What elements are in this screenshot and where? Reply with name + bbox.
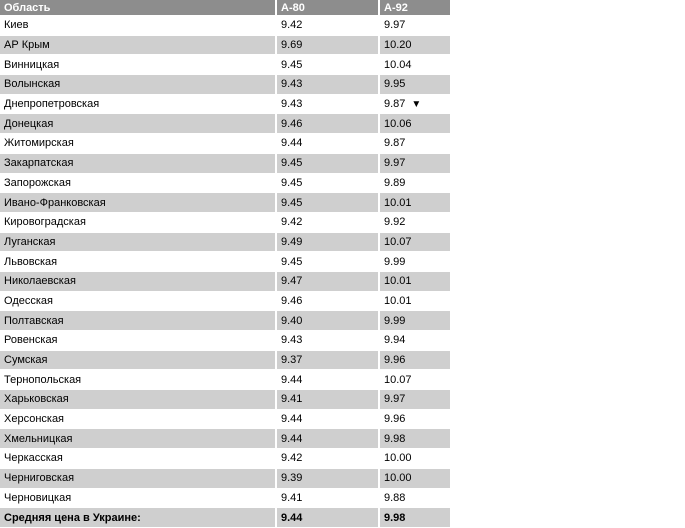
region-cell: Харьковская — [0, 390, 275, 410]
table-footer — [0, 508, 450, 528]
column-header-a92: А-92 — [378, 0, 450, 16]
table-row — [0, 95, 450, 115]
a92-price-value: 10.01 — [384, 275, 412, 288]
a92-price-value: 9.99 — [384, 255, 406, 268]
a80-price-cell: 9.46 — [275, 292, 378, 312]
a92-price-cell — [378, 489, 450, 509]
table-row — [0, 75, 450, 95]
a92-price-cell — [378, 272, 450, 292]
a80-price-cell: 9.43 — [275, 331, 378, 351]
a92-price-value: 9.97 — [384, 157, 406, 170]
table-row — [0, 174, 450, 194]
a92-price-cell — [378, 331, 450, 351]
region-cell: Ровенская — [0, 331, 275, 351]
a80-price-cell: 9.45 — [275, 252, 378, 272]
a92-price-cell — [378, 292, 450, 312]
a92-price-cell — [378, 174, 450, 194]
a92-price-cell — [378, 390, 450, 410]
region-cell: Черниговская — [0, 469, 275, 489]
a92-price-cell — [378, 213, 450, 233]
table-header — [0, 0, 450, 16]
a92-price-value: 10.04 — [384, 58, 412, 71]
table-row — [0, 449, 450, 469]
table-row — [0, 351, 450, 371]
region-cell: Одесская — [0, 292, 275, 312]
region-cell: Кировоградская — [0, 213, 275, 233]
a92-price-value: 9.87 — [384, 137, 406, 150]
a92-price-cell — [378, 154, 450, 174]
table-row — [0, 331, 450, 351]
a92-price-cell — [378, 449, 450, 469]
average-a92: 9.98 — [378, 508, 450, 528]
a92-price-cell — [378, 370, 450, 390]
table-row — [0, 193, 450, 213]
a80-price-cell: 9.40 — [275, 311, 378, 331]
a92-price-value: 9.96 — [384, 413, 406, 426]
a92-price-value: 9.97 — [384, 19, 406, 32]
table-row — [0, 370, 450, 390]
a80-price-cell: 9.45 — [275, 193, 378, 213]
a92-price-cell — [378, 95, 450, 115]
table-row — [0, 134, 450, 154]
table-row — [0, 292, 450, 312]
a80-price-cell: 9.39 — [275, 469, 378, 489]
a92-price-value: 9.89 — [384, 176, 406, 189]
table-row — [0, 233, 450, 253]
a92-price-value: 10.01 — [384, 294, 412, 307]
a92-price-cell — [378, 134, 450, 154]
region-cell: АР Крым — [0, 36, 275, 56]
average-a80: 9.44 — [275, 508, 378, 528]
table-row — [0, 311, 450, 331]
table-row — [0, 469, 450, 489]
a92-price-cell — [378, 469, 450, 489]
a80-price-cell: 9.45 — [275, 154, 378, 174]
a92-price-cell — [378, 193, 450, 213]
down-triangle-icon: ▼ — [411, 99, 422, 111]
region-cell: Черкасская — [0, 449, 275, 469]
a80-price-cell: 9.46 — [275, 114, 378, 134]
table-row — [0, 390, 450, 410]
a80-price-cell: 9.45 — [275, 55, 378, 75]
a80-price-cell: 9.37 — [275, 351, 378, 371]
column-header-a80: А-80 — [275, 0, 378, 16]
region-cell: Волынская — [0, 75, 275, 95]
table-row — [0, 272, 450, 292]
a92-price-cell — [378, 75, 450, 95]
a92-price-value: 9.94 — [384, 334, 406, 347]
column-header-region: Область — [0, 0, 275, 16]
a92-price-cell — [378, 429, 450, 449]
table-row — [0, 213, 450, 233]
a80-price-cell: 9.44 — [275, 370, 378, 390]
a80-price-cell: 9.44 — [275, 410, 378, 430]
a80-price-cell: 9.45 — [275, 174, 378, 194]
a92-price-value: 10.00 — [384, 472, 412, 485]
a92-price-value: 10.07 — [384, 373, 412, 386]
region-cell: Закарпатская — [0, 154, 275, 174]
table-row — [0, 114, 450, 134]
a80-price-cell: 9.47 — [275, 272, 378, 292]
region-cell: Сумская — [0, 351, 275, 371]
a92-price-cell — [378, 252, 450, 272]
a92-price-value: 10.06 — [384, 117, 412, 130]
region-cell: Житомирская — [0, 134, 275, 154]
a92-price-cell — [378, 16, 450, 36]
a92-price-value: 10.07 — [384, 235, 412, 248]
region-cell: Запорожская — [0, 174, 275, 194]
a92-price-value: 9.96 — [384, 354, 406, 367]
a80-price-cell: 9.43 — [275, 95, 378, 115]
average-row — [0, 508, 450, 528]
header-row — [0, 0, 450, 16]
region-cell: Винницкая — [0, 55, 275, 75]
a80-price-cell: 9.43 — [275, 75, 378, 95]
region-cell: Полтавская — [0, 311, 275, 331]
a92-price-cell — [378, 55, 450, 75]
region-cell: Луганская — [0, 233, 275, 253]
a92-price-cell — [378, 36, 450, 56]
table-row — [0, 36, 450, 56]
table-body — [0, 16, 450, 508]
a92-price-cell — [378, 114, 450, 134]
a80-price-cell: 9.44 — [275, 134, 378, 154]
a80-price-cell: 9.42 — [275, 213, 378, 233]
region-cell: Хмельницкая — [0, 429, 275, 449]
region-cell: Днепропетровская — [0, 95, 275, 115]
region-cell: Тернопольская — [0, 370, 275, 390]
a80-price-cell: 9.42 — [275, 449, 378, 469]
a92-price-cell — [378, 351, 450, 371]
table-row — [0, 489, 450, 509]
table-row — [0, 55, 450, 75]
region-cell: Николаевская — [0, 272, 275, 292]
a92-price-value: 9.98 — [384, 432, 406, 445]
a80-price-cell: 9.49 — [275, 233, 378, 253]
region-cell: Львовская — [0, 252, 275, 272]
a92-price-value: 9.95 — [384, 78, 406, 91]
a92-price-cell — [378, 311, 450, 331]
table-row — [0, 154, 450, 174]
a92-price-value: 9.97 — [384, 393, 406, 406]
a92-price-value: 9.99 — [384, 314, 406, 327]
a92-price-value: 9.88 — [384, 491, 406, 504]
a92-price-value: 10.20 — [384, 39, 412, 52]
a92-price-value: 10.00 — [384, 452, 412, 465]
region-cell: Донецкая — [0, 114, 275, 134]
a80-price-cell: 9.41 — [275, 489, 378, 509]
a80-price-cell: 9.41 — [275, 390, 378, 410]
a92-price-value: 10.01 — [384, 196, 412, 209]
a92-price-value: 9.92 — [384, 216, 406, 229]
a92-price-value: 9.87 — [384, 98, 406, 111]
a80-price-cell: 9.44 — [275, 429, 378, 449]
region-cell: Херсонская — [0, 410, 275, 430]
region-cell: Ивано-Франковская — [0, 193, 275, 213]
table-row — [0, 429, 450, 449]
region-cell: Черновицкая — [0, 489, 275, 509]
average-label: Средняя цена в Украине: — [0, 508, 275, 528]
table-row — [0, 252, 450, 272]
table-row — [0, 410, 450, 430]
region-cell: Киев — [0, 16, 275, 36]
a92-price-cell — [378, 410, 450, 430]
table-row — [0, 16, 450, 36]
a80-price-cell: 9.42 — [275, 16, 378, 36]
a80-price-cell: 9.69 — [275, 36, 378, 56]
a92-price-cell — [378, 233, 450, 253]
